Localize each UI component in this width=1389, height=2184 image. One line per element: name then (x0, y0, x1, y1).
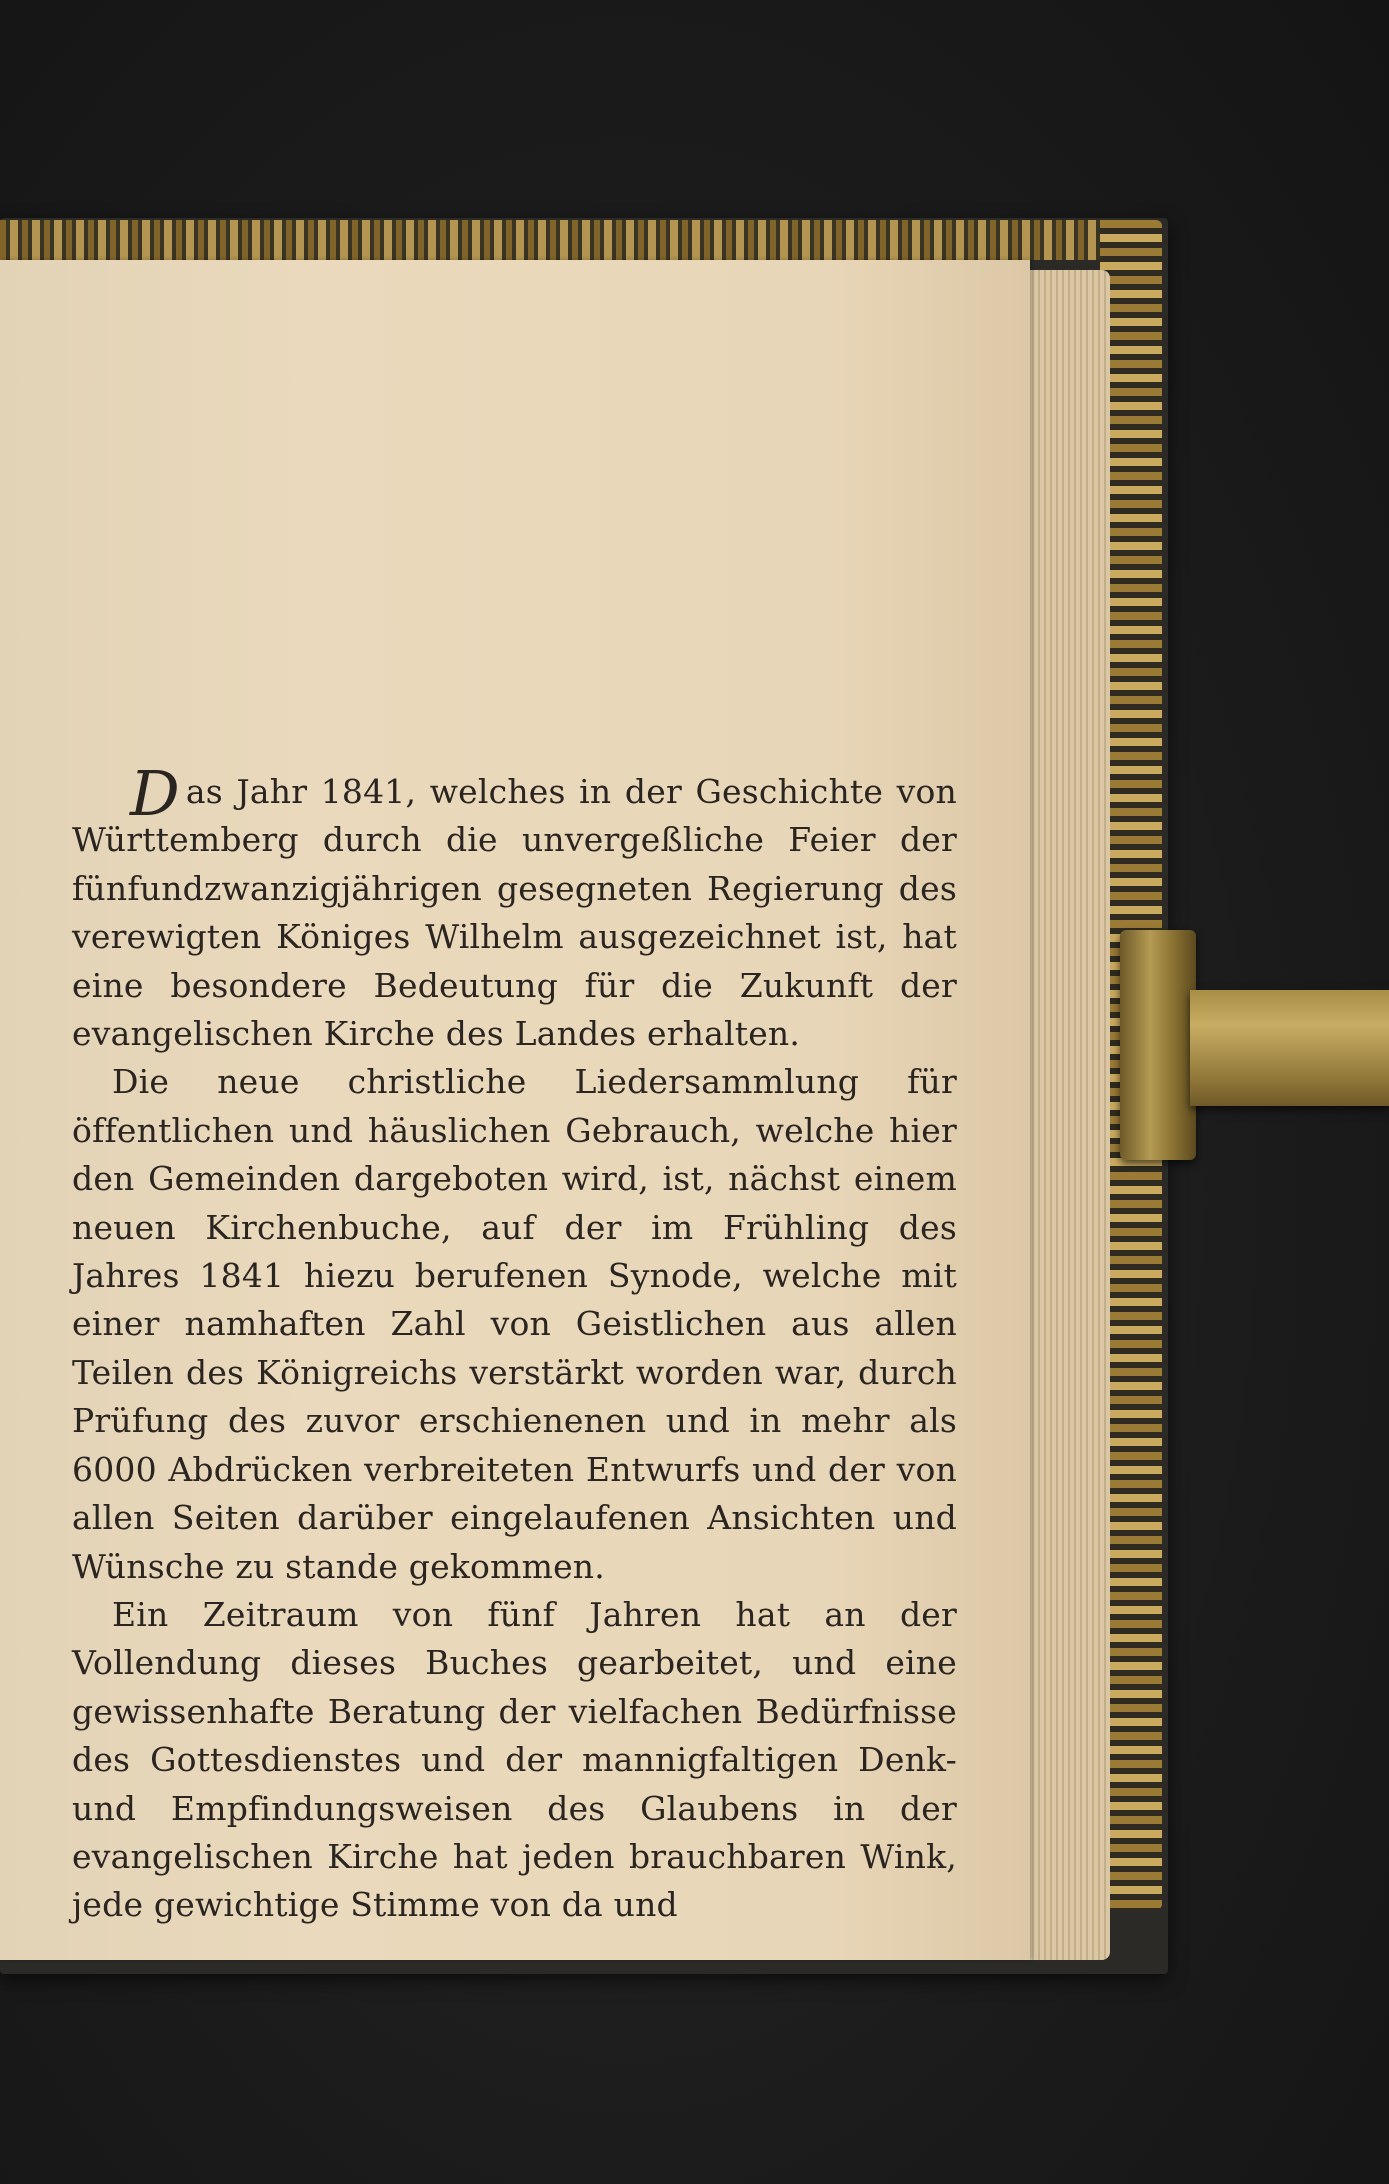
brass-clasp-strap (1190, 990, 1389, 1106)
brass-clasp-hinge (1120, 930, 1196, 1160)
paragraph-2: Die neue christliche Liedersammlung für öffentlichen und häuslichen Gebrauch, welche hier den Gemeinden dargeboten wird, ist, nächst einem neuen Kirchenbuche, auf der im Frühling des Jahres 1841 hiezu berufenen Synode, welche mit einer namhaften Zahl von Geistlichen aus allen Teilen des Königreichs verstärkt worden war, durch Prüfung des zuvor erschienenen und in mehr als 6000 Abdrücken verbreiteten Entwurfs und der von allen Seiten darüber eingelaufenen Ansichten und Wünsche zu stande gekommen. (72, 1062, 957, 1586)
paragraph-1-text: as Jahr 1841, welches in der Geschichte von Württemberg durch die unvergeßliche Feier der fünfundzwanzigjährigen gesegneten Regierung des verewigten Königes Wilhelm ausgezeichnet ist, hat eine besondere Bedeutung für die Zukunft der evangelischen Kirche des Landes erhalten. (72, 772, 957, 1054)
page-text (72, 757, 957, 1930)
gilt-border-top (0, 220, 1140, 260)
paragraph-3: Ein Zeitraum von fünf Jahren hat an der Vollendung dieses Buches gearbeitet, und eine gewissenhafte Beratung der vielfachen Bedürfnisse des Gottesdienstes und der mannigfaltigen Denk- und Empfindungsweisen des Glaubens in der evangelischen Kirche hat jeden brauchbaren Wink, jede gewichtige Stimme von da und (72, 1594, 957, 1925)
drop-cap: D (130, 757, 180, 830)
paragraph-1 (72, 757, 957, 1058)
